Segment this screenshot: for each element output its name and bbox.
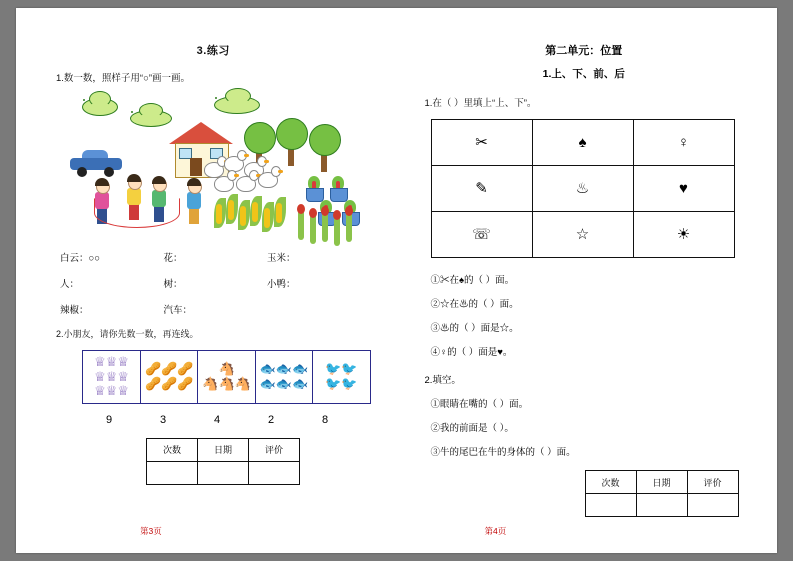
worksheet-page <box>16 8 777 553</box>
answer-cell <box>60 302 164 316</box>
right-fill-item-2[interactable]: ②我的前面是（ ）。 <box>430 423 514 435</box>
number-option[interactable]: 9 <box>105 413 113 426</box>
symbol-cell[interactable] <box>532 166 633 212</box>
right-page-subtitle: 1.上、下、前、后 <box>542 68 625 80</box>
symbol-cell[interactable] <box>633 166 734 212</box>
pepper-pot-icon <box>304 174 324 200</box>
sun-icon: ☀ <box>676 226 691 244</box>
table-row <box>83 350 371 403</box>
eval-header: 评价 <box>687 471 738 494</box>
pepper-plant-icon <box>298 210 304 240</box>
number-option[interactable]: 2 <box>267 413 275 426</box>
evaluation-table-left <box>146 438 300 485</box>
eval-header: 日期 <box>636 471 687 494</box>
left-question-1: 1.数一数，照样子用“○”画一画。 <box>56 73 190 84</box>
eval-header: 次数 <box>147 438 198 461</box>
bird-icon: 🐦🐦 <box>325 361 358 377</box>
fish-icon: 🐟🐟🐟 <box>259 361 309 377</box>
answer-row <box>56 302 371 316</box>
answer-row <box>56 250 371 264</box>
symbol-cell[interactable] <box>633 120 734 166</box>
answer-cell <box>60 250 164 264</box>
heart-icon: ♥ <box>679 180 688 198</box>
table-row <box>431 212 734 258</box>
duck-icon <box>236 176 256 192</box>
answer-label: 辣椒： <box>60 305 89 317</box>
symbol-cell[interactable] <box>431 212 532 258</box>
answer-value[interactable]: ○○ <box>88 253 100 265</box>
corn-icon <box>274 197 282 233</box>
corn-icon <box>250 196 258 232</box>
right-page-title: 第二单元：位置 <box>545 45 623 57</box>
hotspring-icon: ♨ <box>575 180 590 198</box>
cup-icon: ♕♕♕ <box>94 354 130 370</box>
horse-icon: 🐴 <box>218 361 235 377</box>
symbol-cell[interactable] <box>431 166 532 212</box>
number-row <box>82 414 371 426</box>
table-row <box>585 471 738 494</box>
symbol-cell[interactable] <box>633 212 734 258</box>
pencil-icon: ✎ <box>475 180 488 198</box>
table-row <box>147 438 300 461</box>
answer-cell <box>267 302 371 316</box>
answer-cell <box>267 250 371 264</box>
answer-label: 玉米： <box>267 253 296 265</box>
answer-label: 白云： <box>60 253 89 265</box>
cup-icon: ♕♕♕ <box>94 382 130 398</box>
pic-cell-cup[interactable] <box>83 350 141 403</box>
eval-cell[interactable] <box>147 461 198 484</box>
number-option[interactable]: 4 <box>213 413 221 426</box>
spade-icon: ♠ <box>578 134 587 152</box>
right-item-3[interactable]: ③♨的（ ）面是☆。 <box>430 323 519 335</box>
evaluation-table-right <box>585 470 739 517</box>
right-item-1[interactable]: ①✂在♠的（ ）面。 <box>430 275 515 287</box>
pic-cell-fish[interactable] <box>255 350 312 403</box>
pepper-pot-icon <box>328 174 348 200</box>
table-row <box>431 120 734 166</box>
answer-label: 汽车： <box>163 305 193 317</box>
pepper-plant-icon <box>322 212 328 242</box>
pic-cell-horse[interactable] <box>198 350 255 403</box>
cloud-icon <box>130 110 172 127</box>
right-question-1: 1.在（ ）里填上“上、下”。 <box>424 98 537 109</box>
horse-icon: 🐴🐴🐴 <box>202 375 251 391</box>
bird-icon: 🐦🐦 <box>325 375 358 391</box>
answer-cell <box>164 302 268 316</box>
car-icon <box>70 150 122 176</box>
symbol-cell[interactable] <box>431 120 532 166</box>
eval-header: 评价 <box>249 438 300 461</box>
right-item-4[interactable]: ④♀的（ ）面是♥。 <box>430 347 513 359</box>
picture-count-table <box>82 350 371 404</box>
table-row <box>431 166 734 212</box>
star-icon: ☆ <box>575 226 590 244</box>
duck-icon <box>214 176 234 192</box>
eval-header: 日期 <box>198 438 249 461</box>
answer-label: 树： <box>163 279 183 291</box>
answer-cell <box>267 276 371 290</box>
symbol-grid-table <box>431 119 735 258</box>
eval-cell[interactable] <box>687 494 738 517</box>
nut-icon: 🥜🥜🥜 <box>145 375 194 391</box>
tree-icon <box>276 118 306 168</box>
corn-icon <box>214 198 222 234</box>
eval-cell[interactable] <box>585 494 636 517</box>
eval-cell[interactable] <box>636 494 687 517</box>
left-question-2: 2.小朋友，请你先数一数，再连线。 <box>56 329 199 340</box>
right-section-2-heading: 2.填空。 <box>424 375 461 387</box>
scissors-icon: ✂ <box>475 134 488 152</box>
nut-icon: 🥜🥜🥜 <box>145 361 194 377</box>
cloud-icon <box>82 98 118 116</box>
number-option[interactable]: 3 <box>159 413 167 426</box>
page-number-left: 第3页 <box>140 526 162 536</box>
answer-cell <box>60 276 164 290</box>
eval-header: 次数 <box>585 471 636 494</box>
left-page-title: 3.练习 <box>196 45 230 57</box>
eval-cell[interactable] <box>198 461 249 484</box>
answer-row <box>56 276 371 290</box>
corn-icon <box>262 202 270 238</box>
symbol-cell[interactable] <box>532 212 633 258</box>
answer-label: 人： <box>60 279 80 291</box>
right-column <box>397 8 778 553</box>
answer-label: 小鸭： <box>267 279 296 291</box>
eval-cell[interactable] <box>249 461 300 484</box>
illustration-scene <box>64 94 364 244</box>
page-number-right: 第4页 <box>484 526 507 536</box>
right-fill-item-1[interactable]: ①眼睛在嘴的（ ）面。 <box>430 399 529 411</box>
cup-icon: ♕♕♕ <box>94 368 130 384</box>
child-icon <box>184 180 204 226</box>
pepper-plant-icon <box>310 214 316 244</box>
pepper-plant-icon <box>346 212 352 242</box>
left-column <box>16 8 397 553</box>
table-row <box>585 494 738 517</box>
corn-icon <box>226 194 234 230</box>
answer-cell <box>164 250 268 264</box>
right-item-2[interactable]: ②☆在♨的（ ）面。 <box>430 299 519 311</box>
corn-icon <box>238 200 246 236</box>
pepper-plant-icon <box>334 216 340 246</box>
person-icon: ♀ <box>677 134 690 152</box>
answer-cell <box>164 276 268 290</box>
pic-cell-nut[interactable] <box>141 350 198 403</box>
fish-icon: 🐟🐟🐟 <box>259 375 309 391</box>
symbol-cell[interactable] <box>532 120 633 166</box>
table-row <box>147 461 300 484</box>
cloud-icon <box>214 96 260 114</box>
number-option[interactable]: 8 <box>321 413 329 426</box>
duck-icon <box>258 172 278 188</box>
telephone-icon: ☏ <box>472 226 491 244</box>
right-fill-item-3[interactable]: ③牛的尾巴在牛的身体的（ ）面。 <box>430 447 576 459</box>
pic-cell-bird[interactable] <box>313 350 370 403</box>
answer-label: 花： <box>163 253 183 265</box>
tree-icon <box>309 124 339 174</box>
